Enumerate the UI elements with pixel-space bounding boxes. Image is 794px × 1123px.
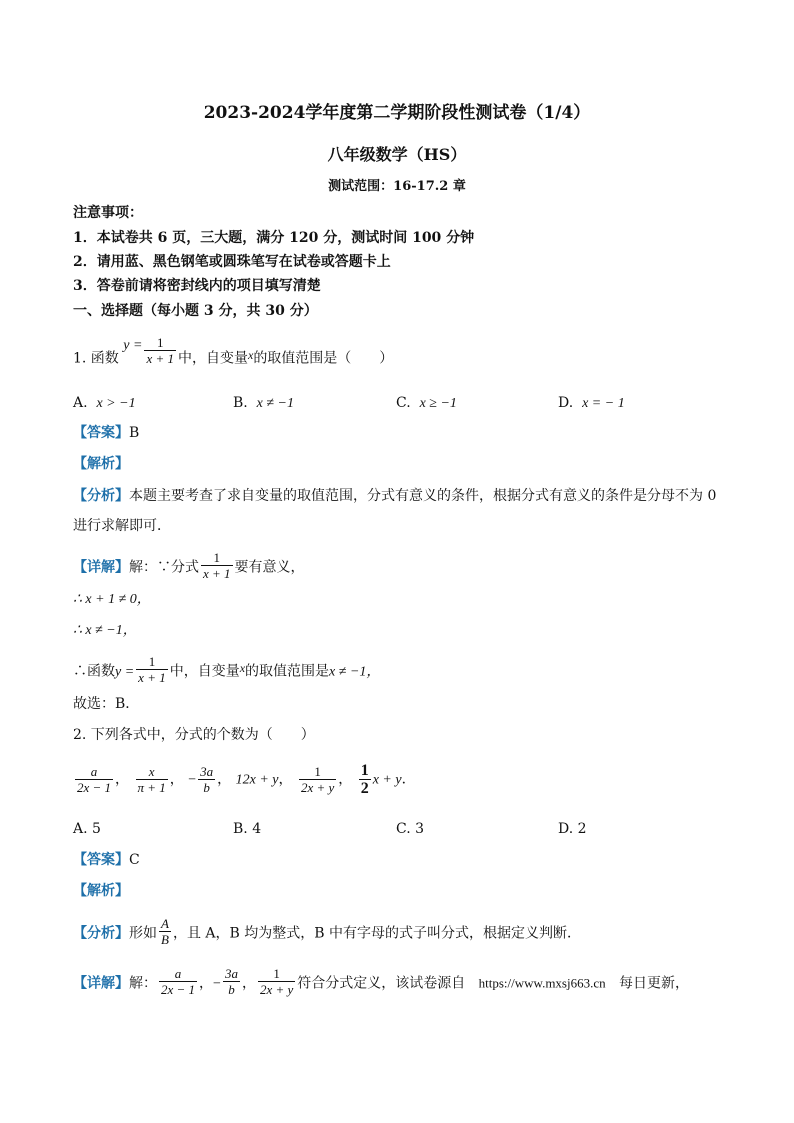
q2-option-d[interactable]: D. 2 [558, 821, 587, 837]
section-heading: 一、选择题（每小题 3 分，共 30 分） [73, 303, 318, 319]
q1-fenxi: 【分析】本题主要考查了求自变量的取值范围，分式有意义的条件，根据分式有意义的条件是分母不为 0 [73, 488, 717, 504]
q2-option-b[interactable]: B. 4 [233, 821, 262, 837]
q2-expr-3: $\frac{3a}{b}$ [200, 764, 214, 795]
q2-expr-4: 12x + y [235, 772, 279, 788]
q1-detail-fraction: $\frac{1}{x + 1}$ [203, 550, 231, 581]
exam-subtitle: 八年级数学（HS） [327, 145, 467, 164]
exam-range: 测试范围：16-17.2 章 [328, 179, 466, 194]
q2-expressions: $\frac{a}{2x - 1}$ ， $\frac{x}{\pi + 1}$ ， − $\frac{3a}{b}$ ， 12x + y， $\frac{1}{2x + y}$ ， $\frac{1}{2}$ x + y． [77, 762, 416, 797]
q2-expr-5: $\frac{1}{2x + y}$ [300, 764, 335, 795]
notice-item: 2．请用蓝、黑色钢笔或圆珠笔写在试卷或答题卡上 [73, 254, 391, 270]
q2-answer: 【答案】C [73, 852, 140, 868]
notice-item: 3．答卷前请将密封线内的项目填写清楚 [73, 278, 321, 294]
q1-y-eq: y = [123, 337, 143, 353]
q1-answer: 【答案】B [73, 425, 140, 441]
q1-step-1: ∴ x + 1 ≠ 0， [73, 592, 151, 607]
q2-analysis-tag: 【解析】 [73, 883, 129, 899]
notice-item: 1．本试卷共 6 页，三大题，满分 120 分，测试时间 100 分钟 [73, 230, 475, 246]
source-link[interactable]: https://www.mxsj663.cn [478, 975, 606, 991]
q2-option-c[interactable]: C. 3 [396, 821, 425, 837]
q1-option-d[interactable]: D. x = − 1 [558, 395, 625, 411]
q1-step-3: ∴函数y = $\frac{1}{x + 1}$ 中，自变量x的取值范围是x ≠ −1， [73, 654, 381, 685]
q2-expr-6: $\frac{1}{2}$ [360, 762, 369, 797]
q1-option-c[interactable]: C. x ≥ −1 [396, 395, 457, 411]
q2-detail-frac-2: $\frac{3a}{b}$ [224, 966, 238, 997]
q2-fenxi-fraction: $\frac{A}{B}$ [161, 916, 169, 947]
q2-fenxi: 【分析】形如 $\frac{A}{B}$ ，且 A，B 均为整式，B 中有字母的式子叫分式，根据定义判断． [73, 916, 581, 947]
q2-expr-2: $\frac{x}{\pi + 1}$ [137, 764, 166, 795]
q1-step-2: ∴ x ≠ −1， [73, 623, 137, 638]
exam-title: 2023-2024学年度第二学期阶段性测试卷（1/4） [203, 103, 591, 123]
q1-suffix-a: 中，自变量 [177, 350, 248, 367]
notice-heading: 注意事项： [73, 205, 143, 221]
q1-fraction: $\frac{1}{x + 1}$ [146, 335, 174, 366]
q1-var: x [247, 347, 254, 362]
question-2-stem: 2. 下列各式中，分式的个数为（ ） [73, 727, 315, 743]
q2-expr-1: $\frac{a}{2x - 1}$ [77, 764, 112, 795]
q1-step3-fraction: $\frac{1}{x + 1}$ [138, 654, 166, 685]
question-1-stem [73, 335, 394, 374]
q2-detail-frac-1: $\frac{a}{2x - 1}$ [161, 966, 196, 997]
q2-option-a[interactable]: A. 5 [73, 821, 101, 837]
q1-option-a[interactable]: A. x > −1 [73, 395, 136, 411]
q1-prefix: 1. 函数 [73, 350, 119, 367]
q1-suffix-b: 的取值范围是（ ） [253, 350, 394, 367]
q2-detail: 【详解】解： $\frac{a}{2x - 1}$ ，− $\frac{3a}{b}$ ， $\frac{1}{2x + y}$ 符合分式定义，该试卷源自 https://www.mxsj663.cn 每日更新， [73, 966, 689, 997]
q2-detail-frac-3: $\frac{1}{2x + y}$ [259, 966, 294, 997]
q1-analysis-tag: 【解析】 [73, 456, 129, 472]
q1-option-b[interactable]: B. x ≠ −1 [233, 395, 295, 411]
q1-choose: 故选：B． [73, 696, 140, 712]
q1-fenxi-cont: 进行求解即可． [73, 518, 171, 534]
q1-detail: 【详解】解：∵分式 $\frac{1}{x + 1}$ 要有意义， [73, 550, 305, 581]
